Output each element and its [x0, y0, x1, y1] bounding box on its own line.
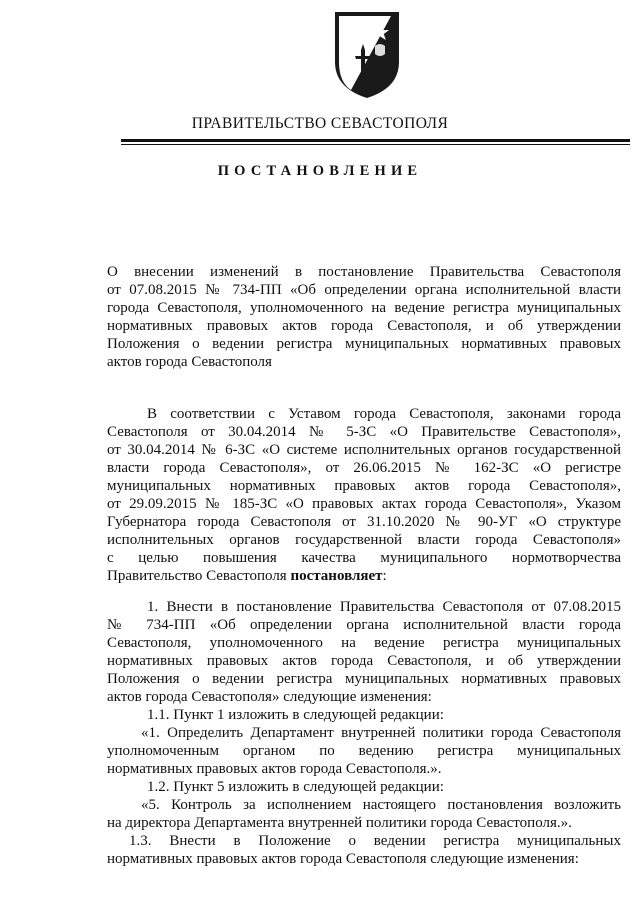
preamble-line: муниципальных нормативных правовых актов города Севастополя»,: [107, 478, 621, 494]
body-line: уполномоченным органом по ведению регистра муниципальных: [107, 743, 621, 759]
body-line: нормативных правовых актов города Севастополя.».: [107, 761, 442, 777]
preamble-line: от 29.09.2015 № 185-ЗС «О правовых актах города Севастополя», Указом: [107, 496, 621, 512]
header-rule-thin: [121, 144, 630, 145]
body-line: № 734-ПП «Об определении органа исполнительной власти города: [107, 617, 621, 633]
body-line: Севастополя, уполномоченного на ведение регистра муниципальных: [107, 635, 621, 651]
body-line: нормативных правовых актов города Севастополя, и об утверждении: [107, 653, 621, 669]
resolution-body: [107, 598, 621, 868]
resolves-keyword: постановляет: [290, 568, 383, 584]
header-rule-thick: [121, 139, 630, 142]
title-line: актов города Севастополя: [107, 354, 272, 370]
body-line: нормативных правовых актов города Севастополя следующие изменения:: [107, 851, 579, 867]
document-type-heading: ПОСТАНОВЛЕНИЕ: [217, 163, 423, 179]
body-line: 1.1. Пункт 1 изложить в следующей редакции:: [147, 707, 444, 723]
body-line: 1. Внести в постановление Правительства Севастополя от 07.08.2015: [147, 599, 621, 615]
government-name: ПРАВИТЕЛЬСТВО СЕВАСТОПОЛЯ: [191, 115, 449, 132]
preamble-line: Губернатора города Севастополя от 31.10.2020 № 90-УГ «О структуре: [107, 514, 621, 530]
title-line: от 07.08.2015 № 734-ПП «Об определении органа исполнительной власти: [107, 282, 621, 298]
title-line: нормативных правовых актов города Севастополя, и об утверждении: [107, 318, 621, 334]
sevastopol-coat-of-arms-icon: [331, 10, 403, 100]
body-line: «1. Определить Департамент внутренней политики города Севастополя: [141, 725, 621, 741]
body-line: 1.2. Пункт 5 изложить в следующей редакции:: [147, 779, 444, 795]
preamble-final-prefix: Правительство Севастополя: [107, 568, 291, 584]
preamble-line: исполнительных органов государственной власти города Севастополя»: [107, 532, 621, 548]
document-title: [107, 263, 621, 371]
body-line: Положения о ведении регистра муниципальных нормативных правовых: [107, 671, 621, 687]
preamble-final-suffix: :: [382, 568, 387, 584]
preamble-line: с целью повышения качества муниципального нормотворчества: [107, 550, 621, 566]
body-line: на директора Департамента внутренней политики города Севастополя.».: [107, 815, 572, 831]
body-line: «5. Контроль за исполнением настоящего постановления возложить: [141, 797, 621, 813]
title-line: О внесении изменений в постановление Правительства Севастополя: [107, 264, 621, 280]
preamble-line: В соответствии с Уставом города Севастополя, законами города: [147, 406, 621, 422]
body-line: 1.3. Внести в Положение о ведении регистра муниципальных: [129, 833, 621, 849]
preamble-line: Севастополя от 30.04.2014 № 5-ЗС «О Правительстве Севастополя»,: [107, 424, 621, 440]
title-line: Положения о ведении регистра муниципальных нормативных правовых: [107, 336, 621, 352]
preamble-line: власти города Севастополя», от 26.06.2015 № 162-ЗС «О регистре: [107, 460, 621, 476]
preamble: [107, 405, 621, 585]
title-line: города Севастополя, уполномоченного на ведение регистра муниципальных: [107, 300, 621, 316]
preamble-final-line: [107, 567, 621, 585]
preamble-line: от 30.04.2014 № 6-ЗС «О системе исполнительных органов государственной: [107, 442, 621, 458]
body-line: актов города Севастополя» следующие изменения:: [107, 689, 432, 705]
